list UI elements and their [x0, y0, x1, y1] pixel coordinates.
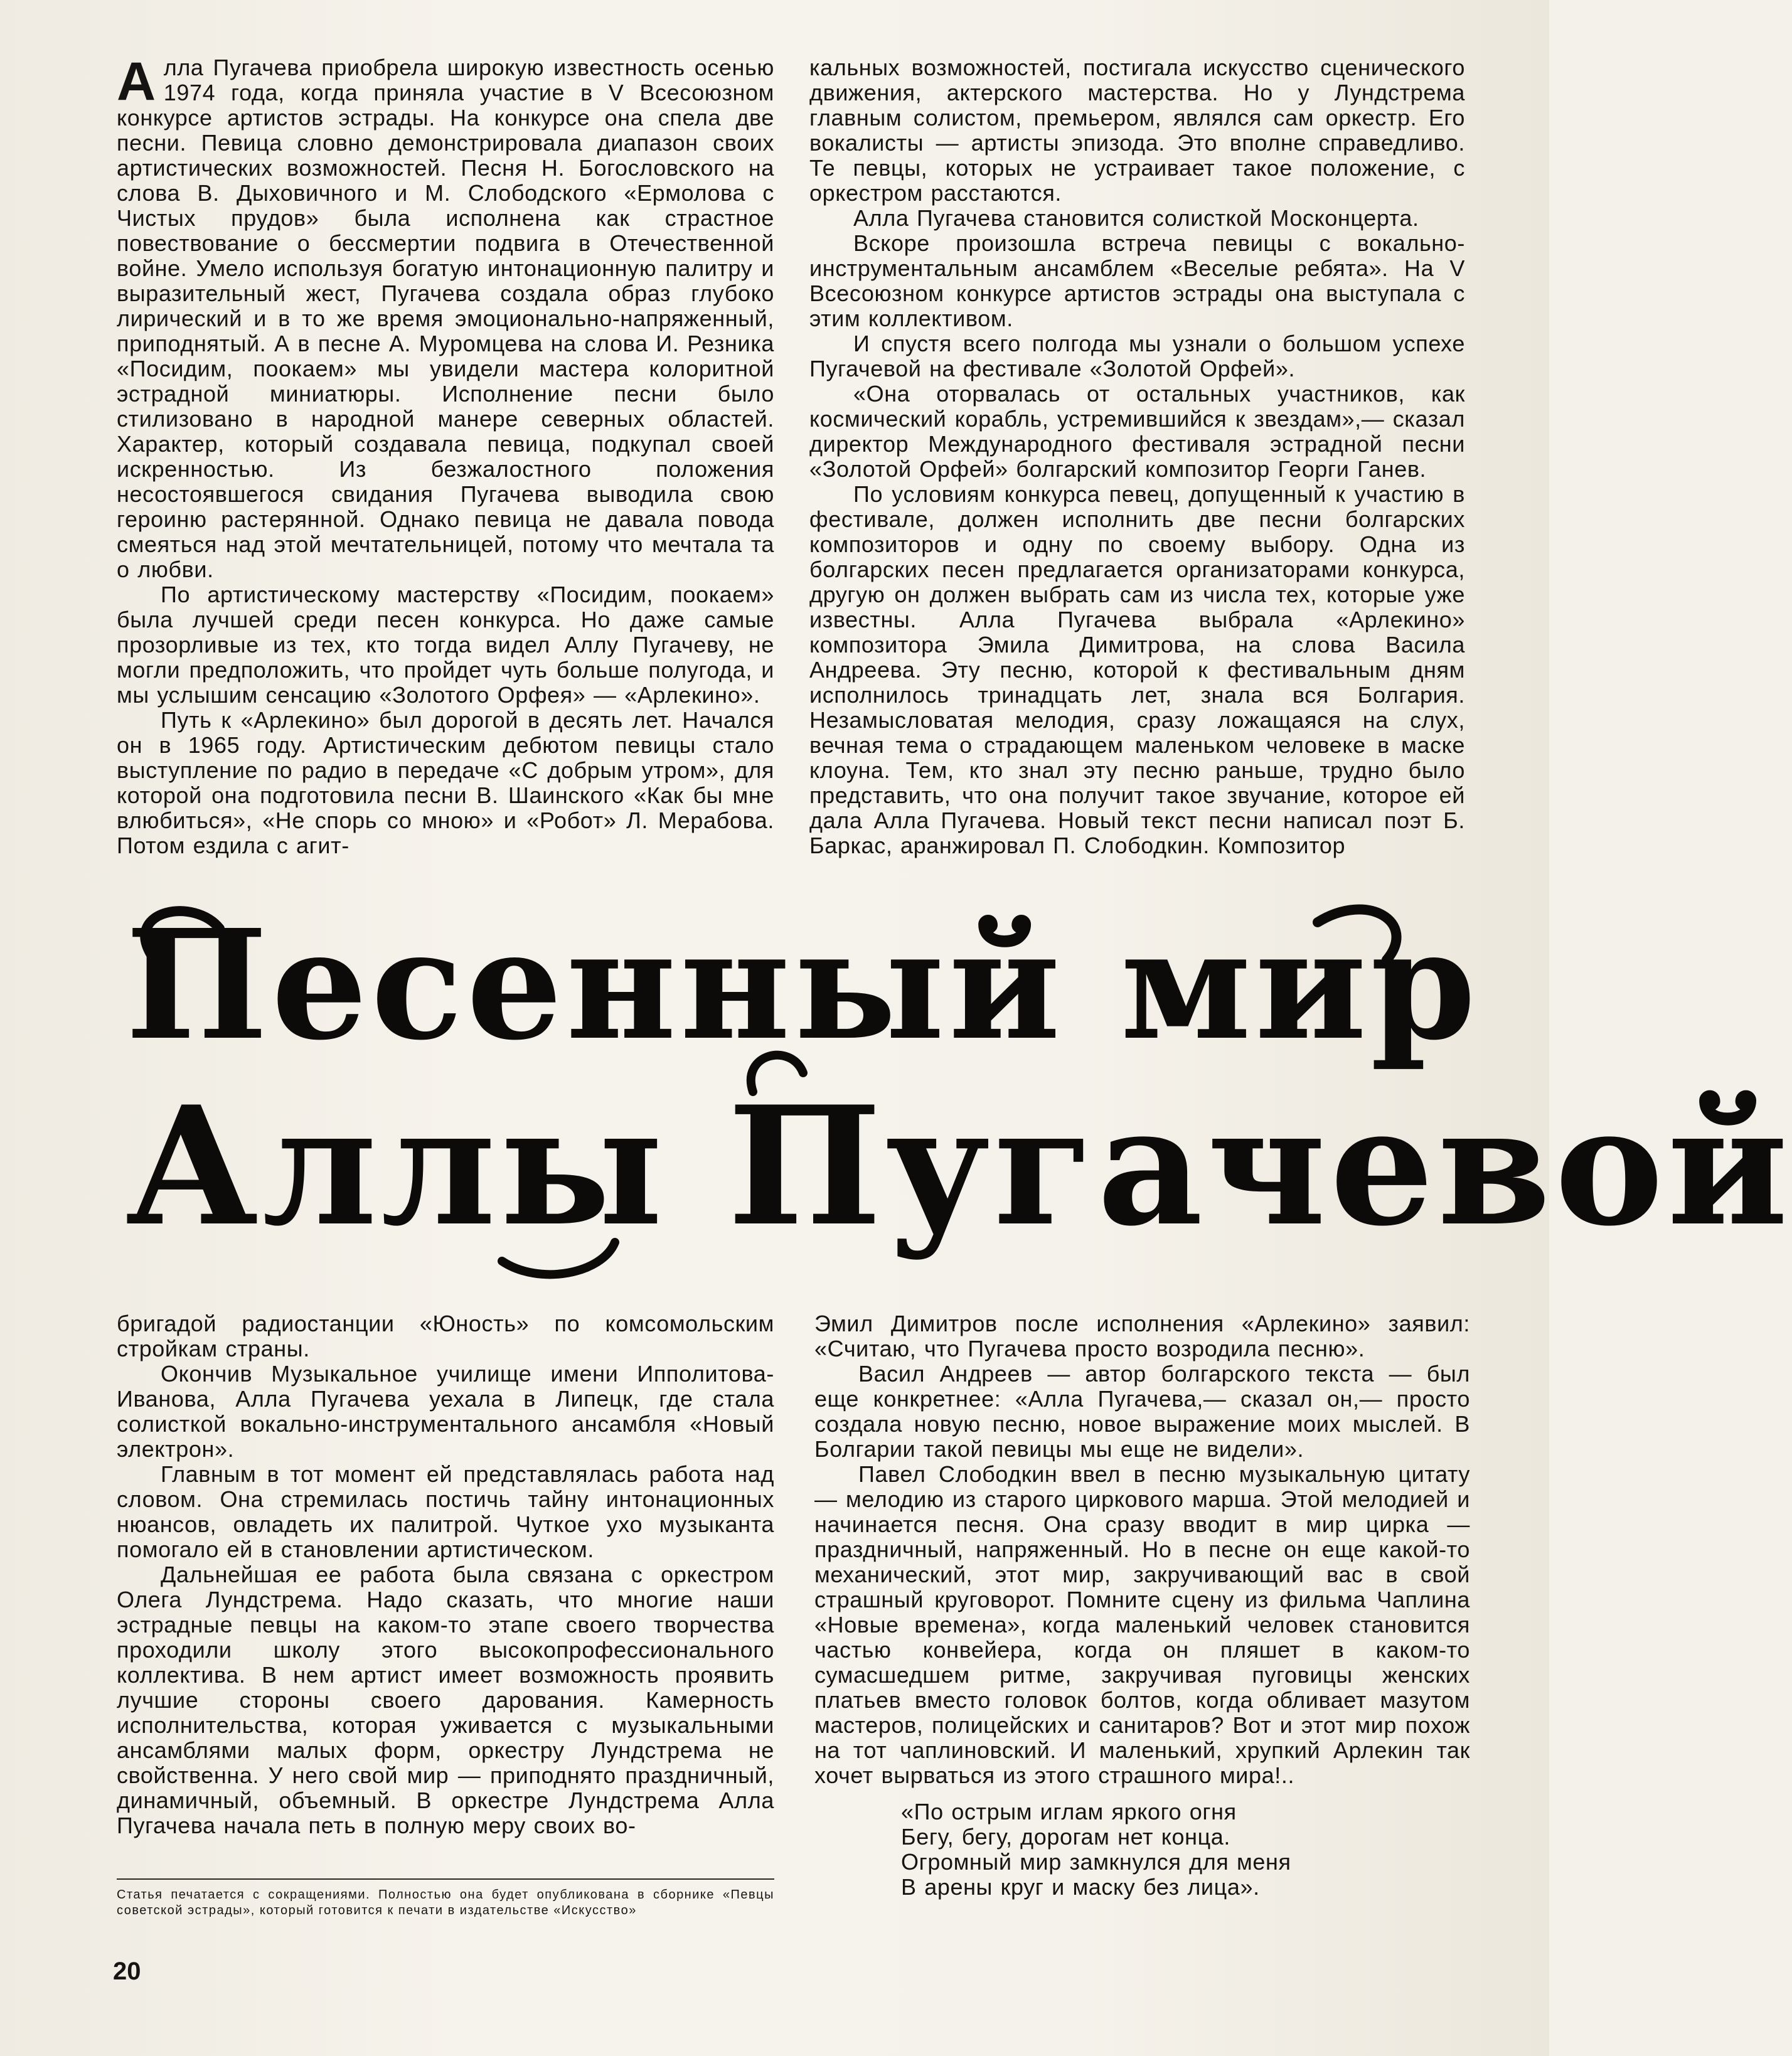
paragraph: Вскоре произошла встреча певицы с вокально-инструментальным ансамблем «Веселые ребята». На V Всесоюзном конкурсе артистов эстрады она выступала с этим коллективом.	[809, 230, 1465, 331]
title-line-1: Песенный мир	[125, 897, 1480, 1073]
paragraph: Дальнейшая ее работа была связана с оркестром Олега Лундстрема. Надо сказать, что многие наши эстрадные певцы на каком-то этапе своего творчества проходили школу этого высокопрофессионального коллектива. В нем артист имеет возможность проявить лучшие стороны своего дарования. Камерность исполнительства, которая уживается с музыкальными ансамблями малых форм, оркестру Лундстрема не свойственна. У него свой мир — приподнято праздничный, динамичный, объемный. В оркестре Лундстрема Алла Пугачева начала петь в полную меру своих во-	[117, 1562, 774, 1838]
article-title	[125, 885, 1792, 1286]
paragraph: Васил Андреев — автор болгарского текста — был еще конкретнее: «Алла Пугачева,— сказал он,— просто создала новую песню, новое выражение моих мыслей. В Болгарии такой певицы мы еще не видели».	[814, 1361, 1470, 1462]
footnote: Статья печатается с сокращениями. Полностью она будет опубликована в сборнике «Певцы советской эстрады», который готовится к печати в издательстве «Искусство»	[117, 1888, 774, 1917]
title-line-2: Аллы Пугачевой	[125, 1071, 1792, 1262]
paragraph: «Она оторвалась от остальных участников, как космический корабль, устремившийся к звездам»,— сказал директор Международного фестиваля эстрадной песни «Золотой Орфей» болгарский композитор Георги Ганев.	[809, 381, 1465, 482]
paragraph: Эмил Димитров после исполнения «Арлекино» заявил: «Считаю, что Пугачева просто возродила песню».	[814, 1311, 1470, 1361]
poem-line: В арены круг и маску без лица».	[901, 1874, 1260, 1900]
poem-line: Огромный мир замкнулся для меня	[901, 1849, 1291, 1875]
paragraph: Главным в тот момент ей представлялась работа над словом. Она стремилась постичь тайну интонационных нюансов, овладеть их палитрой. Чуткое ухо музыканта помогало ей в становлении артистическом.	[117, 1461, 774, 1562]
paragraph: бригадой радиостанции «Юность» по комсомольским стройкам страны.	[117, 1311, 774, 1361]
article-column-top-right	[809, 55, 1465, 883]
drop-cap: А	[117, 51, 156, 112]
paragraph: Путь к «Арлекино» был дорогой в десять лет. Начался он в 1965 году. Артистическим дебютом певицы стало выступление по радио в передаче «С добрым утром», для которой она подготовила песни В. Шаинского «Как бы мне влюбиться», «Не спорь со мною» и «Робот» Л. Мерабова. Потом ездила с агит-	[117, 707, 774, 858]
paragraph: Окончив Музыкальное училище имени Ипполитова-Иванова, Алла Пугачева уехала в Липецк, где стала солисткой вокально-инструментального ансамбля «Новый электрон».	[117, 1361, 774, 1462]
article-column-bottom-left	[117, 1311, 774, 1876]
paragraph: По артистическому мастерству «Посидим, поокаем» была лучшей среди песен конкурса. Но даже самые прозорливые из тех, кто тогда видел Аллу Пугачеву, не могли предположить, что пройдет чуть больше полугода, и мы услышим сенсацию «Золотого Орфея» — «Арлекино».	[117, 582, 774, 708]
page-number: 20	[113, 1957, 141, 1985]
paragraph: И спустя всего полгода мы узнали о большом успехе Пугачевой на фестивале «Золотой Орфей».	[809, 331, 1465, 381]
paragraph: По условиям конкурса певец, допущенный к участию в фестивале, должен исполнить две песни болгарских композиторов и одну по своему выбору. Одна из болгарских песен предлагается организаторами конкурса, другую он должен выбрать сам из числа тех, которые уже известны. Алла Пугачева выбрала «Арлекино» композитора Эмила Димитрова, на слова Васила Андреева. Эту песню, которой к фестивальным дням исполнилось тринадцать лет, знала вся Болгария. Незамысловатая мелодия, сразу ложащаяся на слух, вечная тема о страдающем маленьком человеке в маске клоуна. Тем, кто знал эту песню раньше, трудно было представить, что она получит такое звучание, которое ей дала Алла Пугачева. Новый текст песни написал поэт Б. Баркас, аранжировал П. Слободкин. Композитор	[809, 481, 1465, 858]
paragraph: Алла Пугачева становится солисткой Москонцерта.	[853, 205, 1419, 231]
paragraph: Алла Пугачева приобрела широкую известность осенью 1974 года, когда приняла участие в V Всесоюзном конкурсе артистов эстрады. На конкурсе она спела две песни. Певица словно демонстрировала диапазон своих артистических возможностей. Песня Н. Богословского на слова В. Дыховичного и М. Слободского «Ермолова с Чистых прудов» была исполнена как страстное повествование о бессмертии подвига в Отечественной войне. Умело используя богатую интонационную палитру и выразительный жест, Пугачева создала образ глубоко лирический и в то же время эмоционально-напряженный, приподнятый. А в песне А. Муромцева на слова И. Резника «Посидим, поокаем» мы увидели мастера колоритной эстрадной миниатюры. Исполнение песни было стилизовано в народной манере северных областей. Характер, который создавала певица, подкупал своей искренностью. Из безжалостного положения несостоявшегося свидания Пугачева выводила свою героиню растерянной. Однако певица не давала повода смеяться над этой мечтательницей, потому что мечтала та о любви.	[117, 51, 774, 582]
poem-line: «По острым иглам яркого огня	[901, 1799, 1237, 1824]
article-column-top-left	[117, 51, 774, 871]
paragraph: Павел Слободкин ввел в песню музыкальную цитату — мелодию из старого циркового марша. Этой мелодией и начинается песня. Она сразу вводит в мир цирка — праздничный, напряженный. Но в песне он еще какой-то механический, этот мир, закручивающий вас в свой страшный круговорот. Помните сцену из фильма Чаплина «Новые времена», когда маленький человек становится частью конвейера, когда он пляшет в каком-то сумасшедшем ритме, закручивая пуговицы женских платьев вместо головок болтов, когда обливает мазутом мастеров, полицейских и санитаров? Вот и этот мир похож на тот чаплиновский. И маленький, хрупкий Арлекин так хочет вырваться из этого страшного мира!..	[814, 1461, 1470, 1788]
poem-line: Бегу, бегу, дорогам нет конца.	[901, 1824, 1231, 1850]
paragraph: кальных возможностей, постигала искусство сценического движения, актерского мастерства. Но у Лундстрема главным солистом, премьером, являлся сам оркестр. Его вокалисты — артисты эпизода. Это вполне справедливо. Те певцы, которых не устраивает такое положение, с оркестром расстаются.	[809, 55, 1465, 206]
footnote-divider	[117, 1878, 774, 1880]
poem-quote	[814, 1799, 1470, 1900]
article-column-bottom-right	[814, 1311, 1470, 1939]
